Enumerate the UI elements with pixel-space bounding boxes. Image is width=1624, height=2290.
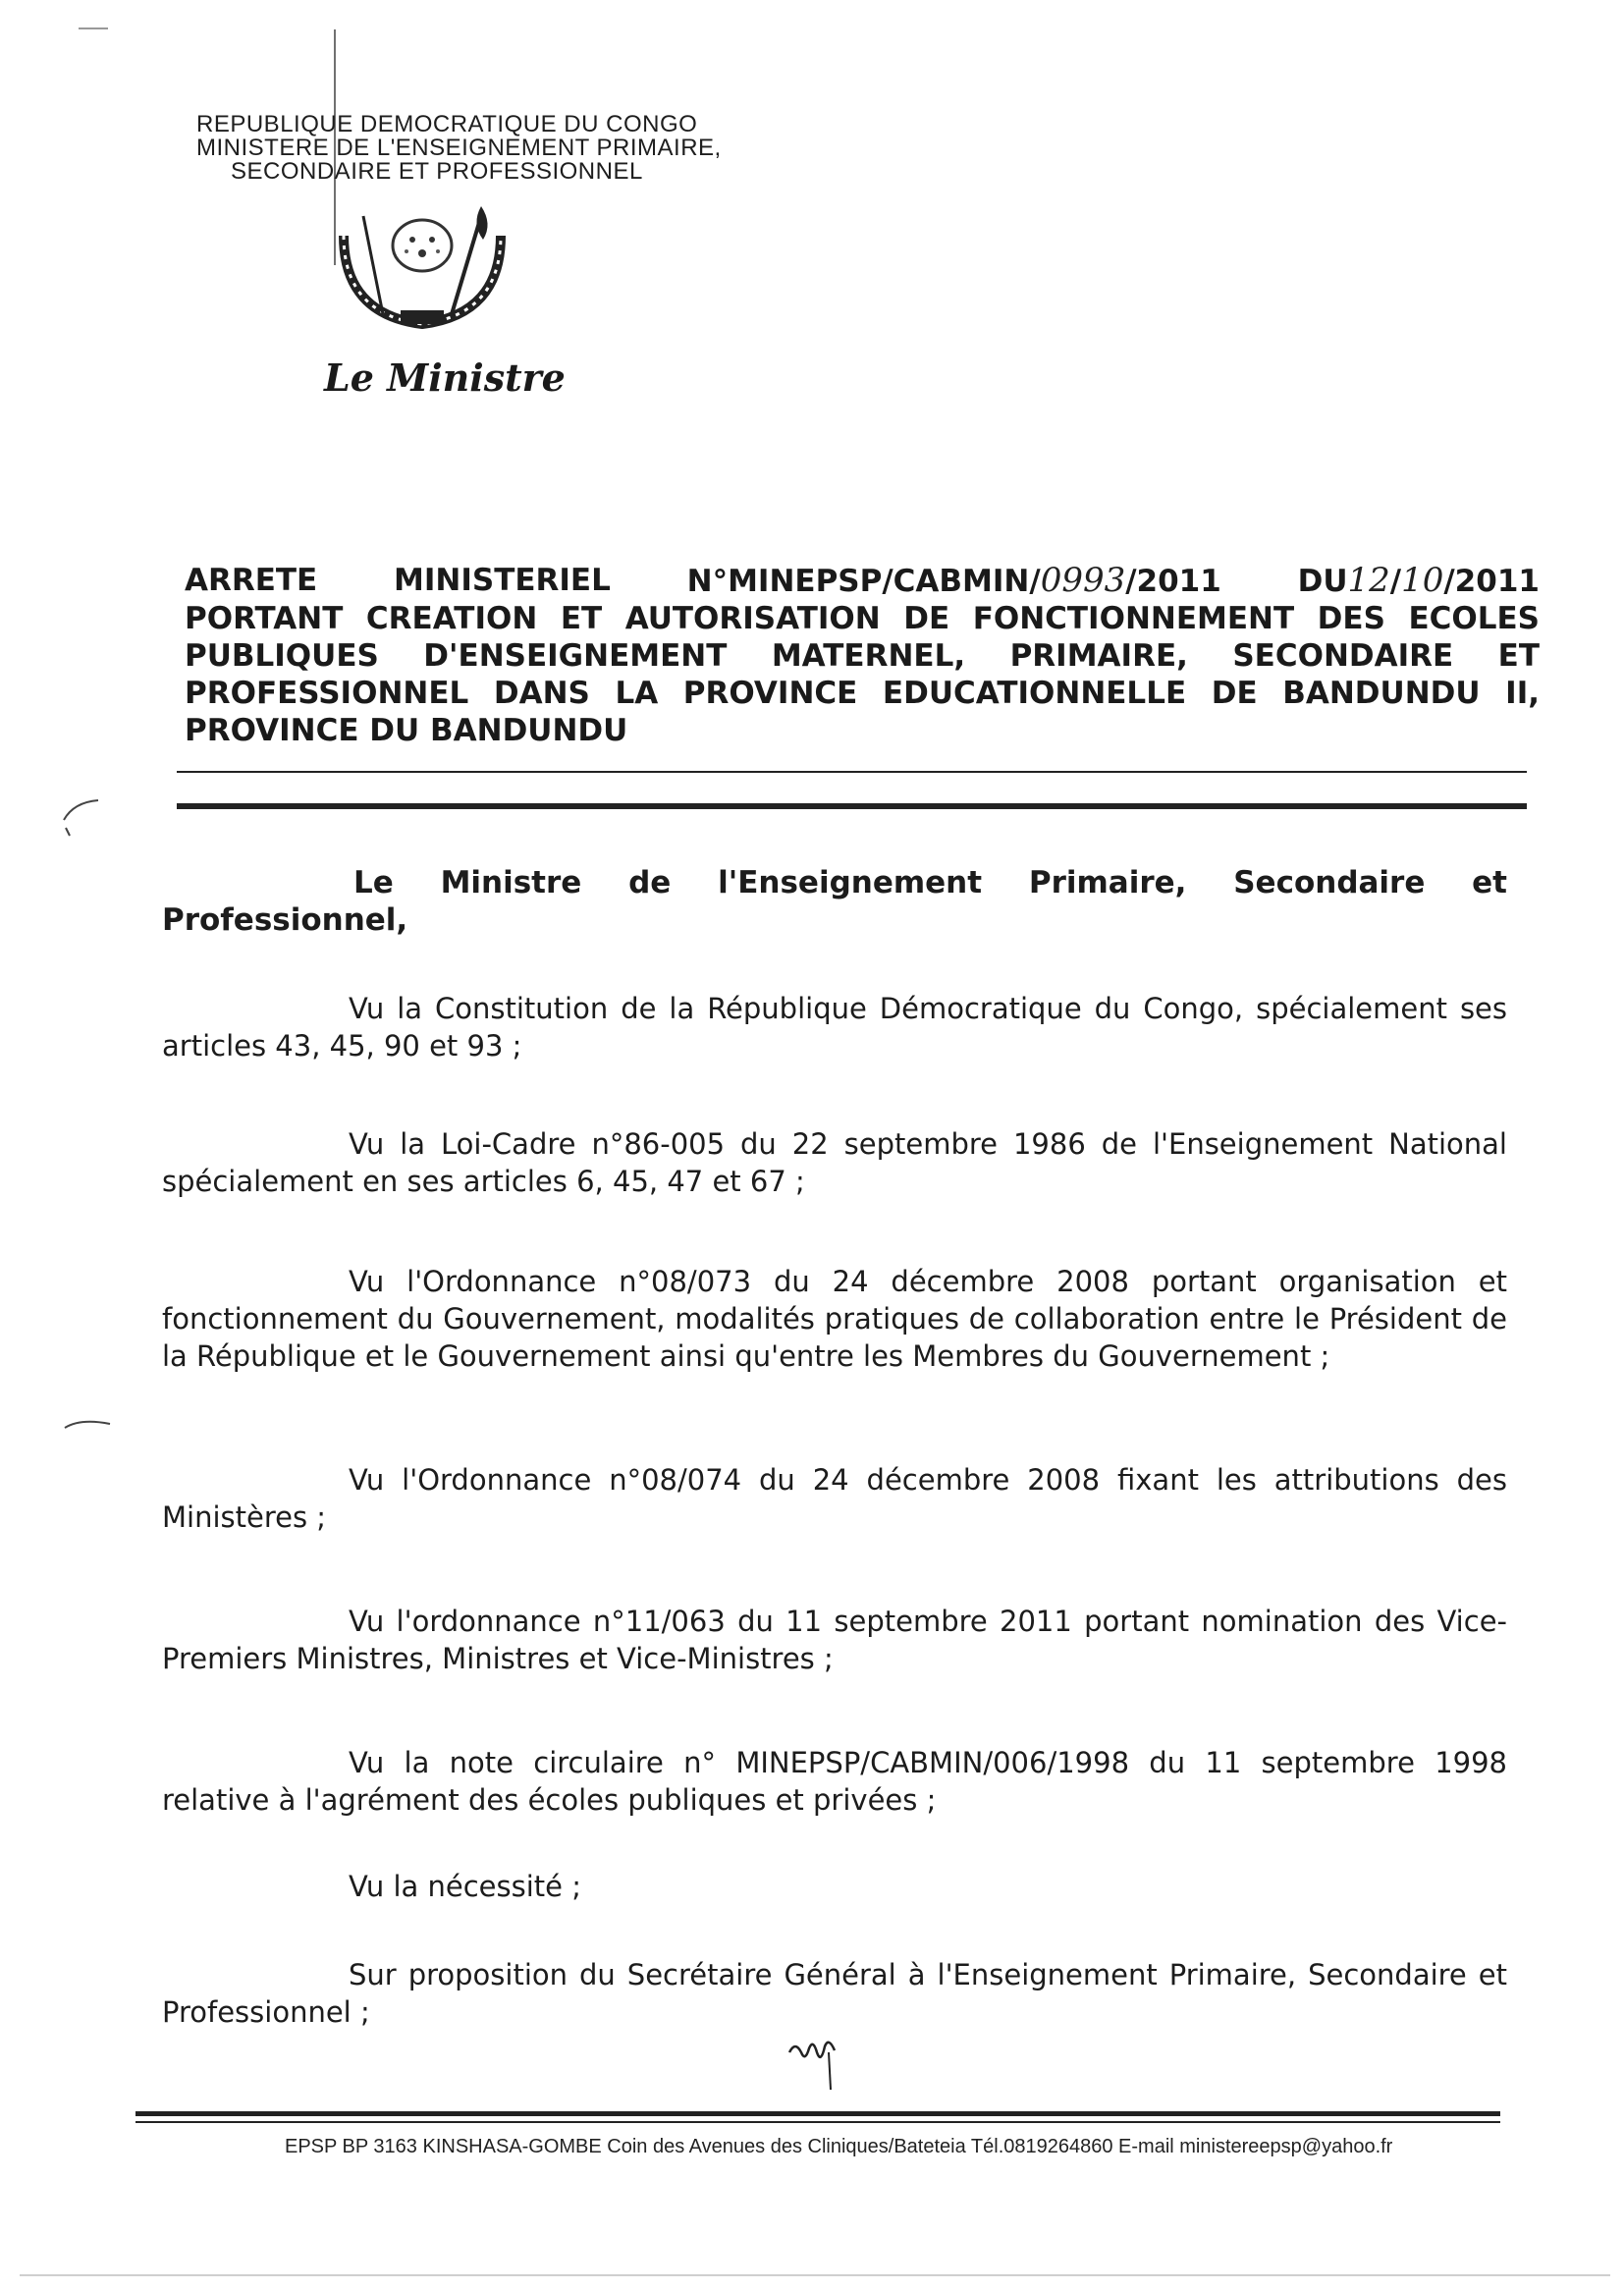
scan-bottom-edge: [20, 2274, 1610, 2276]
preamble-word: Le: [353, 865, 394, 900]
decree-body: [162, 864, 1507, 2031]
decree-title-row-4: PROFESSIONNEL DANS LA PROVINCE EDUCATIONNELLE DE BANDUNDU II,: [185, 676, 1540, 711]
letterhead: [196, 113, 766, 184]
title-underline-thick: [177, 803, 1527, 809]
preamble-word: l'Enseignement: [718, 865, 983, 900]
considerant-paragraph: Vu l'Ordonnance n°08/073 du 24 décembre 2008 portant organisation et fonctionnement du Gouvernement, modalités pratiques de collaboration entre le Président de la République et le Gouvernement ainsi qu'entre les Membres du Gouvernement ;: [162, 1265, 1507, 1373]
handwritten-initials: [785, 2023, 844, 2092]
footer-rule-thin: [135, 2121, 1500, 2123]
letterhead-country: REPUBLIQUE DEMOCRATIQUE DU CONGO: [196, 111, 698, 137]
considerant-paragraph: Sur proposition du Secrétaire Général à l'Enseignement Primaire, Secondaire et Professionnel ;: [162, 1958, 1507, 2029]
considerant-paragraph: Vu l'ordonnance n°11/063 du 11 septembre 2011 portant nomination des Vice-Premiers Ministres, Ministres et Vice-Ministres ;: [162, 1605, 1507, 1675]
considerant-paragraph: Vu la note circulaire n° MINEPSP/CABMIN/006/1998 du 11 septembre 1998 relative à l'agrément des écoles publiques et privées ;: [162, 1746, 1507, 1817]
title-word: MINISTERIEL: [394, 563, 611, 598]
handwritten-day: 12: [1347, 561, 1390, 600]
margin-mark: [61, 1414, 115, 1434]
preamble-line-2: Professionnel,: [162, 902, 408, 938]
footer-rule-thick: [135, 2111, 1500, 2116]
decree-title-row-1: [185, 562, 1540, 600]
preamble-word: Secondaire: [1233, 865, 1426, 900]
considerant-paragraph: Vu l'Ordonnance n°08/074 du 24 décembre 2008 fixant les attributions des Ministères ;: [162, 1463, 1507, 1534]
decree-date: DU12/10/2011: [1297, 561, 1540, 600]
preamble-word: de: [628, 865, 672, 900]
preamble-word: Ministre: [440, 865, 582, 900]
footer-contact: EPSP BP 3163 KINSHASA-GOMBE Coin des Avenues des Cliniques/Bateteia Tél.0819264860 E-mail ministereepsp@yahoo.fr: [285, 2136, 1393, 2157]
considerant-paragraph: Vu la nécessité ;: [349, 1870, 581, 1903]
decree-title-row-2: PORTANT CREATION ET AUTORISATION DE FONCTIONNEMENT DES ECOLES: [185, 601, 1540, 636]
coat-of-arms-emblem: [324, 206, 520, 334]
title-underline-thin: [177, 771, 1527, 773]
preamble-word: Primaire,: [1028, 865, 1187, 900]
handwritten-decree-number: 0993: [1040, 561, 1126, 600]
title-word: ARRETE: [185, 563, 318, 598]
letterhead-ministry: MINISTERE DE L'ENSEIGNEMENT PRIMAIRE,: [196, 135, 722, 161]
considerant-paragraph: Vu la Constitution de la République Démocratique du Congo, spécialement ses articles 43, 45, 90 et 93 ;: [162, 992, 1507, 1063]
decree-title-row-3: PUBLIQUES D'ENSEIGNEMENT MATERNEL, PRIMAIRE, SECONDAIRE ET: [185, 638, 1540, 674]
decree-number: N°MINEPSP/CABMIN/0993/2011: [686, 561, 1221, 600]
preamble-word: et: [1472, 865, 1507, 900]
minister-signature-title: Le Ministre: [324, 355, 566, 400]
decree-title: [185, 562, 1540, 749]
minister-preamble: [162, 864, 1507, 939]
decree-title-row-5: PROVINCE DU BANDUNDU: [185, 713, 628, 748]
considerant-paragraph: Vu la Loi-Cadre n°86-005 du 22 septembre 1986 de l'Enseignement National spécialement en ses articles 6, 45, 47 et 67 ;: [162, 1127, 1507, 1198]
scan-mark: [79, 27, 108, 29]
handwritten-month: 10: [1401, 561, 1444, 600]
margin-mark: [54, 791, 103, 840]
letterhead-ministry-cont: SECONDAIRE ET PROFESSIONNEL: [231, 158, 643, 185]
